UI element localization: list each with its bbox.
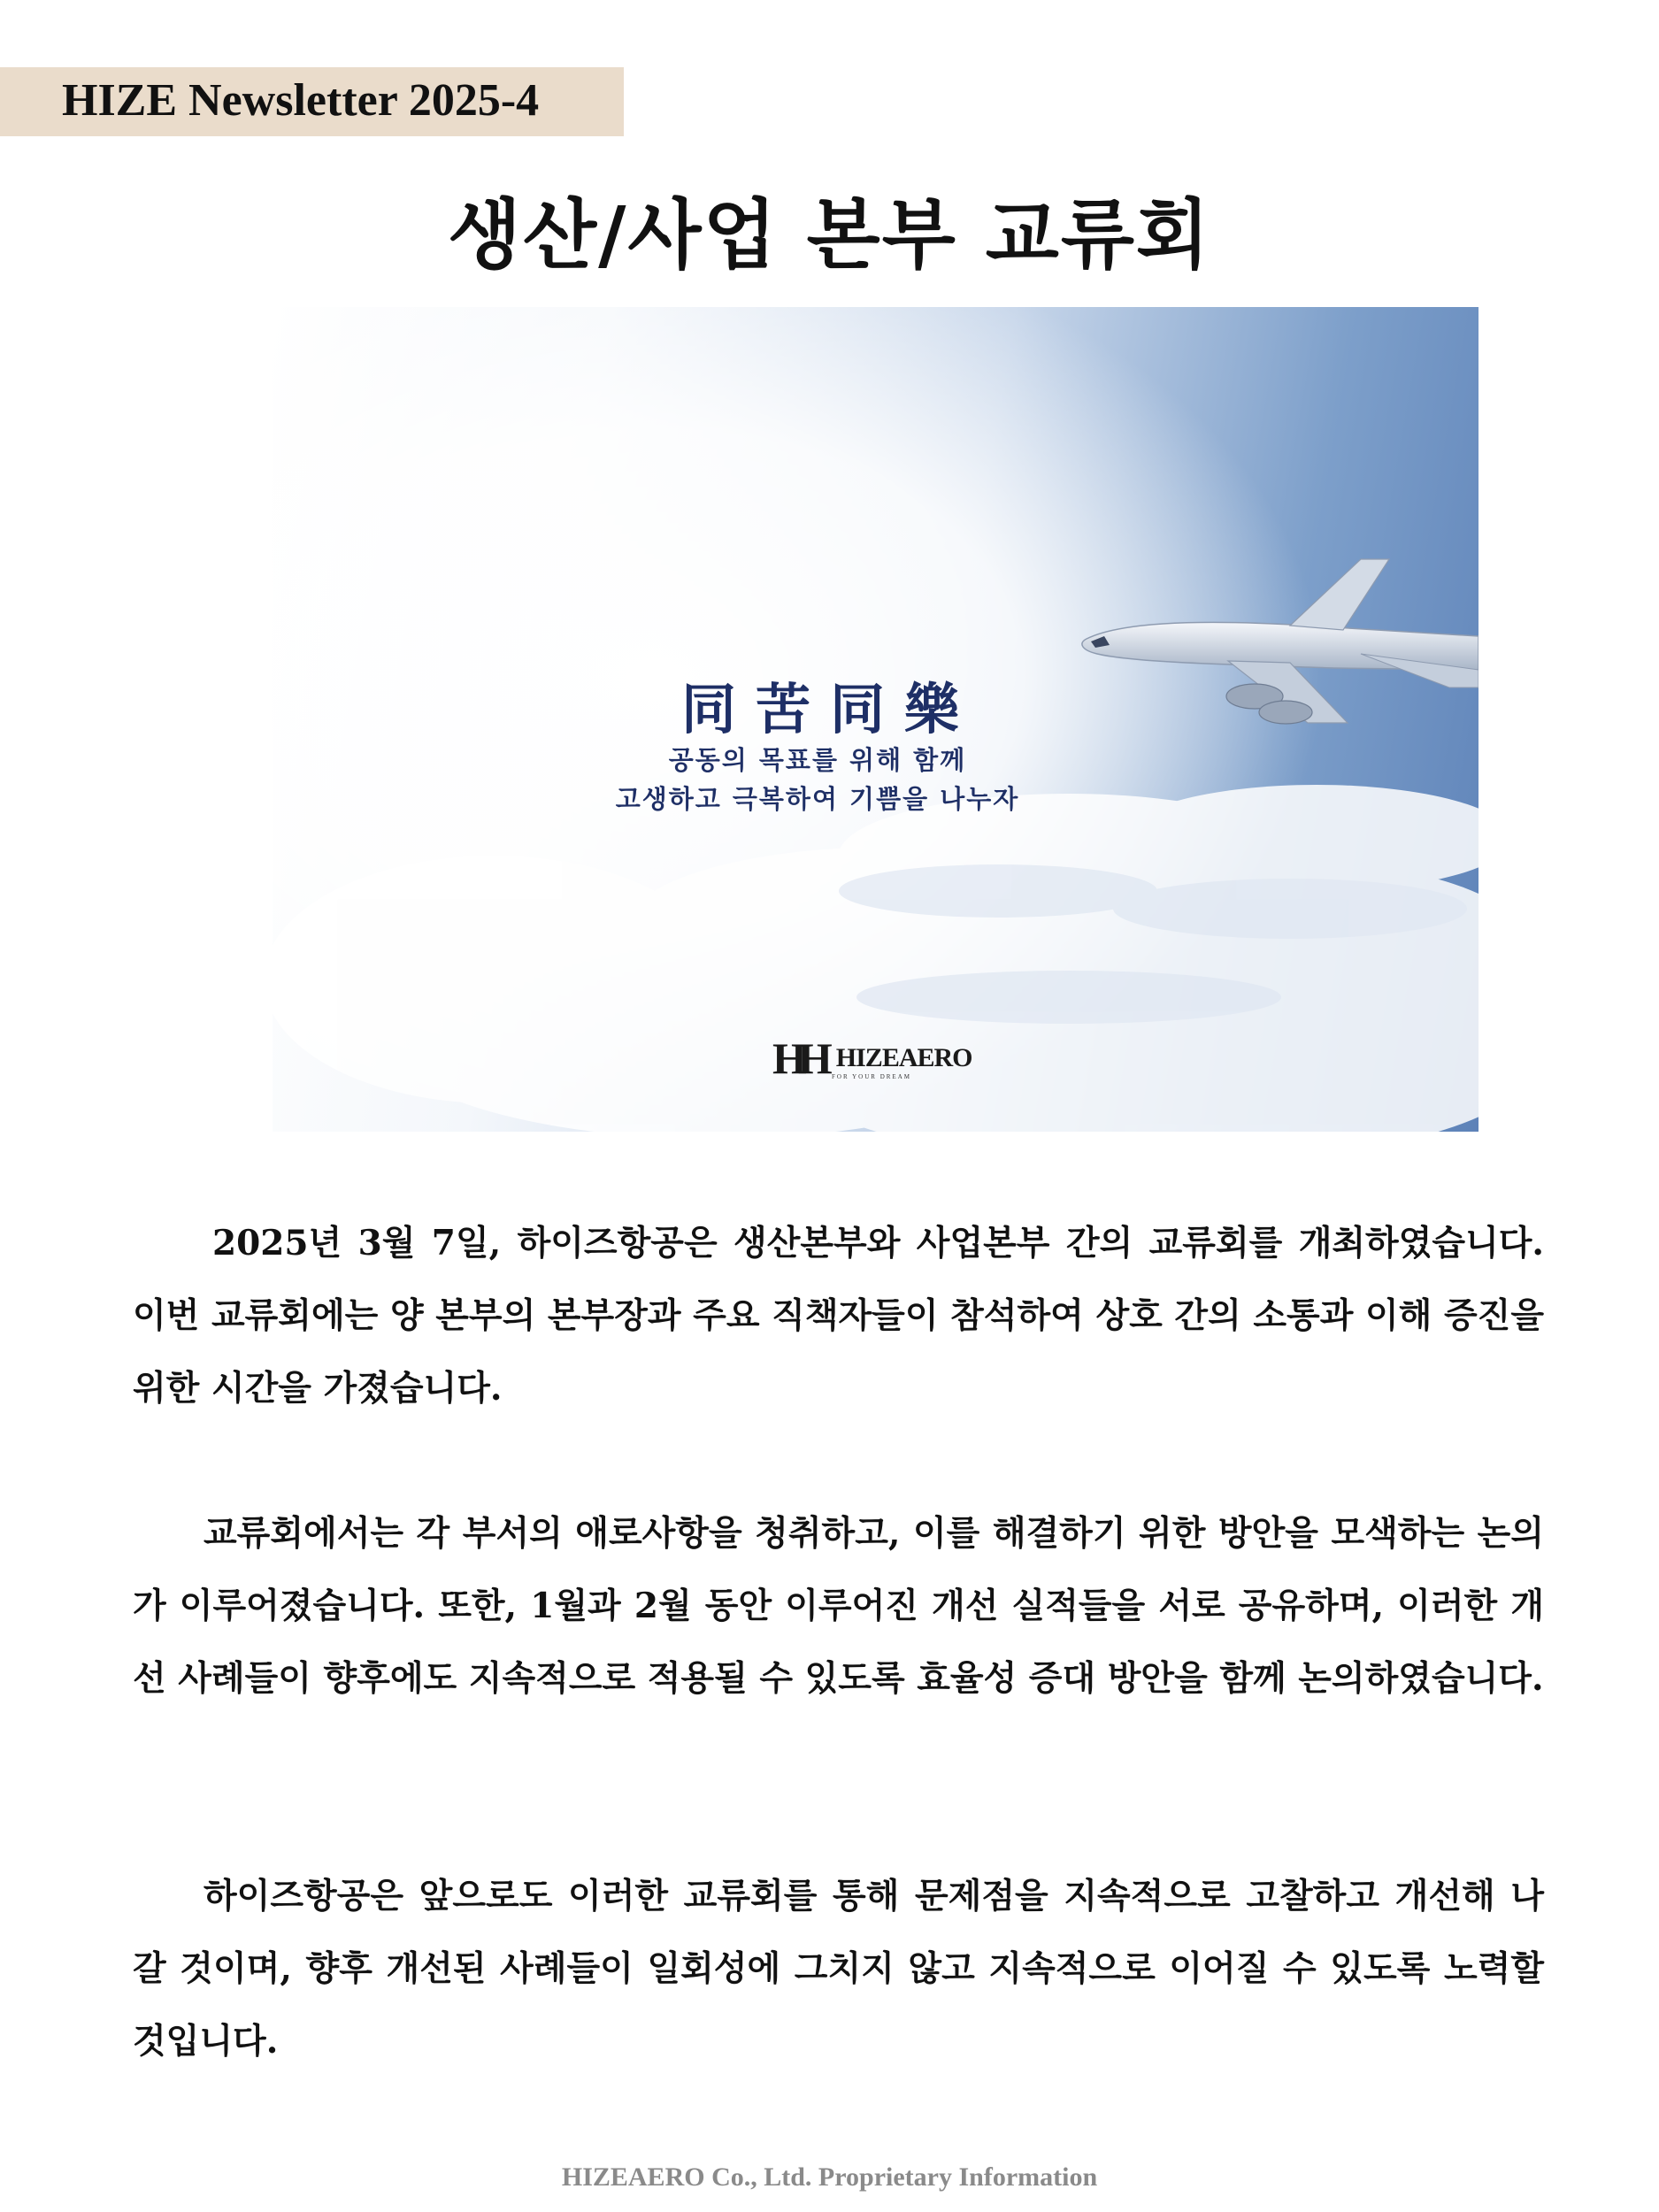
banner-motto-hanja: 同苦同樂 <box>680 677 979 741</box>
logo-slogan <box>832 1073 964 1080</box>
banner-motto-line-2: 고생하고 극복하여 기쁨을 나누자 <box>615 784 1020 814</box>
banner-motto-line-1: 공동의 목표를 위해 함께 <box>668 745 967 775</box>
logo-mark: HH <box>772 1033 824 1083</box>
newsletter-tag <box>0 67 624 136</box>
banner-image <box>273 307 1479 1132</box>
body-paragraph-3: 하이즈항공은 앞으로도 이러한 교류회를 통해 문제점을 지속적으로 고찰하고 개선해 나갈 것이며, 향후 개선된 사례들이 일회성에 그치지 않고 지속적으로 이어질 수 있도록 노력할 것입니다. <box>133 1876 1544 2062</box>
footer-proprietary-notice: HIZEAERO Co., Ltd. Proprietary Information <box>561 2162 1098 2192</box>
logo-name: HIZEAERO <box>835 1043 972 1072</box>
logo-slogan-text: FOR YOUR DREAM <box>832 1073 911 1080</box>
body-paragraph-2: 교류회에서는 각 부서의 애로사항을 청취하고, 이를 해결하기 위한 방안을 모색하는 논의가 이루어졌습니다. 또한, 1월과 2월 동안 이루어진 개선 실적들을 서로 공유하며, 이러한 개선 사례들이 향후에도 지속적으로 적용될 수 있도록 효율성 증대 방안을 함께 논의하였습니다. <box>133 1513 1544 1699</box>
page-title: 생산/사업 본부 교류회 <box>448 190 1211 280</box>
body-paragraph-1: 2025년 3월 7일, 하이즈항공은 생산본부와 사업본부 간의 교류회를 개최하였습니다. 이번 교류회에는 양 본부의 본부장과 주요 직책자들이 참석하여 상호 간의 소통과 이해 증진을 위한 시간을 가졌습니다. <box>133 1223 1544 1409</box>
newsletter-tag-label: HIZE Newsletter 2025-4 <box>62 75 540 126</box>
